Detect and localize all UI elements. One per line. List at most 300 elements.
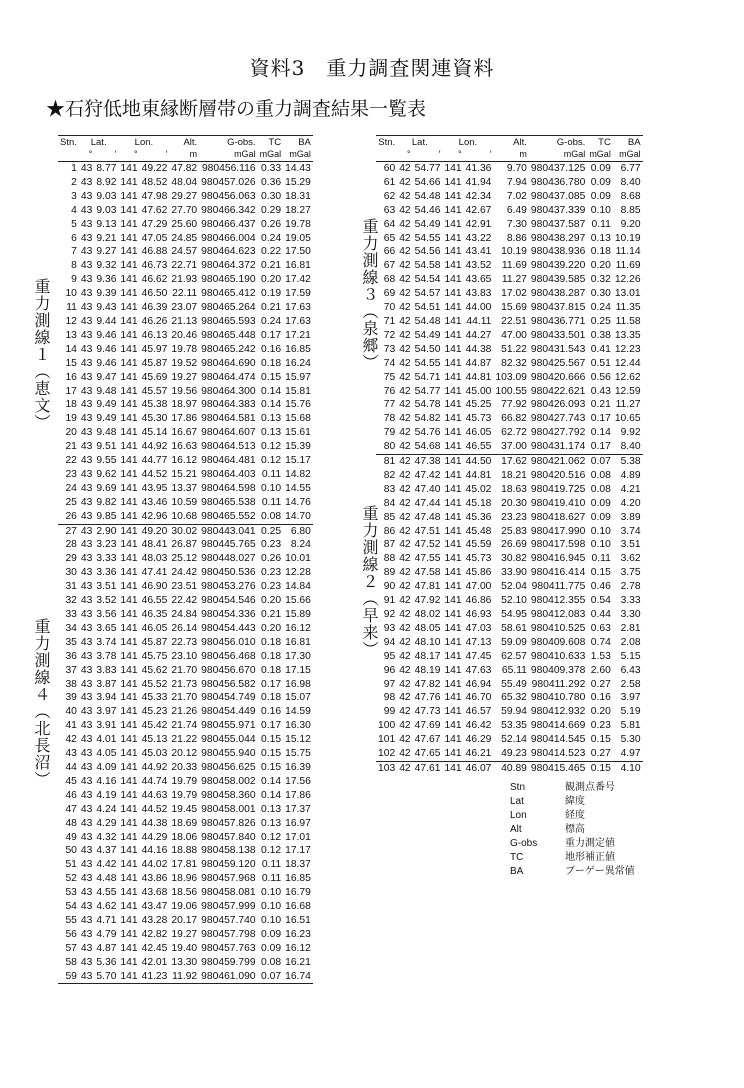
table-cell: 42 xyxy=(65,734,77,746)
table-cell: 18.63 xyxy=(501,483,527,495)
table-cell: 44.11 xyxy=(466,315,492,327)
legend-desc: ブーゲー異常値 xyxy=(565,866,635,877)
table-row xyxy=(376,204,643,218)
table-cell: 54.57 xyxy=(414,288,441,300)
table-cell: 8.40 xyxy=(613,440,643,454)
table-cell: 45.86 xyxy=(465,567,492,579)
table-cell: 92 xyxy=(383,609,396,620)
table-cell: 980410.633 xyxy=(530,650,586,662)
table-cell: 980456.010 xyxy=(201,636,256,648)
table-cell: 3.30 xyxy=(620,609,641,620)
table-row xyxy=(58,719,313,733)
table-cell: 1.53 xyxy=(590,650,611,662)
table-cell: 141 xyxy=(120,539,138,551)
table-cell: 43.95 xyxy=(141,482,168,494)
table-cell: 980411.775 xyxy=(531,581,586,593)
table-cell: 26.87 xyxy=(171,539,198,551)
table-cell: 101 xyxy=(378,734,396,746)
table-cell: 141 xyxy=(444,706,462,718)
table-cell: 2.81 xyxy=(620,622,641,634)
table-cell: 20.30 xyxy=(501,497,527,509)
table-row xyxy=(58,232,313,246)
table-cell: 141 xyxy=(120,734,138,746)
table-cell: 4.16 xyxy=(96,775,117,787)
table-cell: 980437.815 xyxy=(530,302,586,314)
table-cell: 43 xyxy=(79,510,94,524)
table-cell: 47.00 xyxy=(465,581,492,593)
table-cell: 45.59 xyxy=(465,539,492,551)
table-cell: 141 xyxy=(120,817,138,829)
table-cell: 7.30 xyxy=(506,218,527,230)
table-row xyxy=(58,496,313,510)
table-cell: 53 xyxy=(65,887,77,899)
table-cell: 47.00 xyxy=(501,329,527,341)
table-cell: 59 xyxy=(58,970,79,984)
header-gobs: G-obs. xyxy=(529,136,587,149)
table-cell: 141 xyxy=(444,650,462,662)
table-cell: 980448.027 xyxy=(201,553,256,565)
table-row xyxy=(58,858,313,872)
table-row xyxy=(58,775,313,789)
table-cell: 43 xyxy=(80,748,93,760)
table-cell: 43.68 xyxy=(141,887,168,899)
table-cell: 43 xyxy=(80,468,93,480)
section-label-line4: 重力測線４（北長沼） xyxy=(32,618,51,788)
table-cell: 44.63 xyxy=(141,789,168,801)
table-cell: 16.39 xyxy=(285,761,311,773)
table-row xyxy=(58,162,313,176)
table-cell: 980457.798 xyxy=(201,928,256,940)
table-cell: 0.23 xyxy=(590,720,611,732)
unit-lon-min: ′ xyxy=(464,148,494,162)
table-cell: 3.89 xyxy=(620,511,641,523)
table-cell: 141 xyxy=(444,595,462,607)
unit-gobs: mGal xyxy=(199,148,257,162)
table-cell: 9.46 xyxy=(96,357,117,369)
table-cell: 48.03 xyxy=(141,553,168,565)
table-cell: 11.69 xyxy=(615,260,641,272)
table-cell: 4.37 xyxy=(96,845,117,857)
table-cell: 16.81 xyxy=(285,636,311,648)
table-cell: 0.10 xyxy=(261,482,282,494)
table-cell: 19.79 xyxy=(171,775,198,787)
table-cell: 33 xyxy=(65,609,77,620)
header-gobs: G-obs. xyxy=(199,136,257,149)
table-cell: 7 xyxy=(71,246,77,258)
table-cell: 45.52 xyxy=(141,678,168,690)
table-cell: 54.49 xyxy=(414,329,441,341)
table-cell: 9.13 xyxy=(96,218,117,230)
table-cell: 13 xyxy=(65,329,77,341)
table-cell: 980456.116 xyxy=(201,163,256,174)
table-cell: 980411.292 xyxy=(531,678,586,690)
table-row xyxy=(376,162,643,176)
table-cell: 0.07 xyxy=(258,970,284,984)
table-cell: 21.74 xyxy=(171,720,198,732)
table-cell: 8.92 xyxy=(96,176,117,188)
table-cell: 0.43 xyxy=(590,385,611,397)
table-body-right xyxy=(376,162,643,776)
table-cell: 980457.763 xyxy=(201,942,256,954)
table-row xyxy=(376,426,643,440)
table-cell: 9.21 xyxy=(96,232,117,244)
table-cell: 19.52 xyxy=(171,357,198,369)
table-cell: 141 xyxy=(120,581,138,593)
section-label-line1: 重力測線１（恵文） xyxy=(32,278,51,431)
table-cell: 36 xyxy=(65,650,77,662)
table-cell: 16.97 xyxy=(285,817,311,829)
table-cell: 76 xyxy=(383,385,396,397)
table-row xyxy=(58,678,313,692)
legend-desc: 重力測定値 xyxy=(565,838,615,849)
table-cell: 0.24 xyxy=(261,232,282,244)
table-cell: 18.21 xyxy=(501,469,527,481)
table-cell: 48.02 xyxy=(414,609,441,620)
table-cell: 44 xyxy=(65,761,77,773)
table-cell: 0.21 xyxy=(261,609,282,620)
table-cell: 4.55 xyxy=(96,887,117,899)
legend-key: Lat xyxy=(510,796,524,807)
table-cell: 14.59 xyxy=(285,706,311,718)
table-row xyxy=(376,747,643,761)
table-row xyxy=(376,455,643,469)
table-cell: 21.22 xyxy=(171,734,198,746)
table-cell: 22.11 xyxy=(172,288,198,300)
unit-lat-deg: ° xyxy=(79,148,94,162)
table-row xyxy=(58,817,313,831)
header-ba: BA xyxy=(283,136,313,149)
table-cell: 141 xyxy=(444,190,462,202)
table-cell: 42 xyxy=(399,246,411,258)
table-cell: 25.83 xyxy=(501,525,527,537)
table-cell: 9.70 xyxy=(506,163,527,174)
legend-row xyxy=(510,781,635,795)
table-cell: 64 xyxy=(383,218,396,230)
table-cell: 141 xyxy=(120,553,138,565)
table-cell: 77.92 xyxy=(501,399,527,411)
table-cell: 141 xyxy=(120,315,138,327)
table-cell: 0.29 xyxy=(261,204,282,216)
table-cell: 0.18 xyxy=(261,650,282,662)
table-row xyxy=(376,719,643,733)
table-cell: 45.42 xyxy=(141,720,168,732)
legend-desc: 標高 xyxy=(565,824,585,835)
table-cell: 14.84 xyxy=(285,581,311,593)
table-cell: 43 xyxy=(80,246,93,258)
table-row xyxy=(58,357,313,371)
table-row xyxy=(376,691,643,705)
table-cell: 17.81 xyxy=(171,859,198,871)
table-cell: 4.10 xyxy=(620,762,641,774)
table-cell: 44.27 xyxy=(465,329,492,341)
table-cell: 5.15 xyxy=(620,650,641,662)
table-cell: 141 xyxy=(120,441,138,453)
table-cell: 42 xyxy=(399,343,411,355)
table-cell: 10.65 xyxy=(614,413,641,425)
table-cell: 0.18 xyxy=(261,636,282,648)
table-cell: 0.17 xyxy=(261,329,282,341)
table-cell: 141 xyxy=(120,595,138,607)
table-cell: 20.17 xyxy=(171,914,198,926)
table-cell: 17.63 xyxy=(285,315,311,327)
table-cell: 3.97 xyxy=(96,706,117,718)
table-cell: 141 xyxy=(444,357,462,369)
table-cell: 52.10 xyxy=(501,595,527,607)
table-cell: 141 xyxy=(444,246,462,258)
table-cell: 141 xyxy=(120,455,138,467)
table-cell: 0.13 xyxy=(590,232,611,244)
unit-lat-min: ′ xyxy=(94,148,118,162)
table-cell: 29.27 xyxy=(171,190,198,202)
table-cell: 46.50 xyxy=(141,288,168,300)
table-cell: 16.74 xyxy=(283,970,313,984)
table-cell: 47.38 xyxy=(414,456,441,468)
table-cell: 54.56 xyxy=(414,246,441,258)
table-cell: 980418.627 xyxy=(530,511,586,523)
unit-lon-deg: ° xyxy=(118,148,139,162)
table-cell: 17.02 xyxy=(501,288,527,300)
table-cell: 141 xyxy=(120,357,138,369)
table-cell: 43 xyxy=(80,845,93,857)
table-cell: 141 xyxy=(120,845,138,857)
table-cell: 141 xyxy=(120,385,138,397)
table-cell: 43 xyxy=(80,371,93,383)
table-cell: 44.92 xyxy=(141,761,168,773)
table-row xyxy=(376,398,643,412)
table-cell: 9.20 xyxy=(620,218,641,230)
table-cell: 43 xyxy=(80,567,93,579)
table-cell: 9.43 xyxy=(96,302,117,314)
table-cell: 141 xyxy=(444,664,462,676)
table-cell: 47.58 xyxy=(414,567,441,579)
table-cell: 15.21 xyxy=(171,468,198,480)
table-cell: 15.39 xyxy=(285,441,311,453)
table-cell: 47.48 xyxy=(414,511,441,523)
table-cell: 80 xyxy=(376,440,397,454)
table-cell: 0.11 xyxy=(261,496,282,508)
table-cell: 43 xyxy=(80,357,93,369)
table-cell: 141 xyxy=(120,232,138,244)
table-row xyxy=(58,956,313,970)
table-cell: 46.86 xyxy=(465,595,492,607)
table-cell: 980431.174 xyxy=(529,440,587,454)
table-cell: 45 xyxy=(65,775,77,787)
table-cell: 42 xyxy=(399,329,411,341)
table-cell: 45.38 xyxy=(141,399,168,411)
table-cell: 18 xyxy=(65,399,77,411)
table-cell: 46.26 xyxy=(141,315,168,327)
table-cell: 19.45 xyxy=(171,803,198,815)
table-row xyxy=(58,190,313,204)
table-cell: 0.11 xyxy=(261,859,282,871)
table-cell: 980456.625 xyxy=(201,761,256,773)
table-cell: 3.33 xyxy=(620,595,641,607)
table-cell: 9.51 xyxy=(96,441,117,453)
table-cell: 43 xyxy=(80,720,93,732)
table-cell: 9.82 xyxy=(96,496,117,508)
table-row xyxy=(58,914,313,928)
table-cell: 39 xyxy=(65,692,77,704)
header-lon: Lon. xyxy=(442,136,493,149)
table-cell: 43 xyxy=(80,914,93,926)
table-row xyxy=(376,664,643,678)
table-cell: 16.98 xyxy=(285,678,311,690)
table-cell: 21.13 xyxy=(171,315,198,327)
table-row xyxy=(376,190,643,204)
table-cell: 30.02 xyxy=(171,525,198,537)
table-cell: 42 xyxy=(399,706,411,718)
table-cell: 45.87 xyxy=(141,636,168,648)
gravity-table-left xyxy=(58,135,313,984)
table-cell: 42 xyxy=(399,622,411,634)
table-cell: 42 xyxy=(399,664,411,676)
table-cell: 9.39 xyxy=(96,288,117,300)
table-row xyxy=(376,329,643,343)
table-cell: 141 xyxy=(444,218,462,230)
table-cell: 31 xyxy=(65,581,77,593)
table-cell: 980465.538 xyxy=(201,496,256,508)
table-cell: 43 xyxy=(80,413,93,425)
table-cell: 141 xyxy=(120,859,138,871)
table-cell: 42 xyxy=(399,762,411,774)
table-cell: 141 xyxy=(444,734,462,746)
unit-tc: mGal xyxy=(587,148,613,162)
table-cell: 141 xyxy=(442,440,463,454)
table-cell: 43 xyxy=(80,887,93,899)
table-cell: 18.31 xyxy=(285,190,311,202)
table-cell: 980466.342 xyxy=(201,204,256,216)
table-cell: 141 xyxy=(444,232,462,244)
table-cell: 980464.474 xyxy=(201,371,256,383)
table-cell: 15 xyxy=(65,357,77,369)
table-cell: 0.24 xyxy=(590,302,611,314)
table-cell: 0.15 xyxy=(261,748,282,760)
table-cell: 9.46 xyxy=(96,343,117,355)
table-cell: 21.73 xyxy=(171,678,198,690)
table-cell: 12.28 xyxy=(285,567,311,579)
header-lat: Lat. xyxy=(397,136,442,149)
table-row xyxy=(376,622,643,636)
table-cell: 18.56 xyxy=(171,887,198,899)
table-cell: 24.85 xyxy=(171,232,198,244)
table-cell: 0.19 xyxy=(261,288,282,300)
table-cell: 24 xyxy=(65,482,77,494)
table-cell: 47.76 xyxy=(414,692,441,704)
table-cell: 42 xyxy=(399,190,411,202)
table-cell: 93 xyxy=(383,622,396,634)
table-cell: 15.29 xyxy=(285,176,311,188)
table-cell: 16.85 xyxy=(285,343,311,355)
table-cell: 141 xyxy=(120,761,138,773)
table-cell: 980466.437 xyxy=(201,218,256,230)
table-cell: 13.37 xyxy=(171,482,198,494)
table-cell: 19.40 xyxy=(171,942,198,954)
table-cell: 44.50 xyxy=(465,456,492,468)
table-row xyxy=(376,525,643,539)
table-row xyxy=(376,608,643,622)
table-cell: 980464.607 xyxy=(201,427,256,439)
table-cell: 46.35 xyxy=(141,609,168,620)
table-cell: 65.11 xyxy=(501,664,527,676)
table-cell: 3.74 xyxy=(620,525,641,537)
table-cell: 43.22 xyxy=(465,232,492,244)
table-cell: 980445.765 xyxy=(201,539,256,551)
table-cell: 4.79 xyxy=(96,928,117,940)
table-cell: 0.14 xyxy=(261,789,282,801)
table-cell: 42 xyxy=(399,511,411,523)
table-cell: 8.40 xyxy=(620,176,641,188)
table-row xyxy=(376,371,643,385)
table-cell: 9.48 xyxy=(96,385,117,397)
legend-desc: 経度 xyxy=(565,810,585,821)
table-cell: 45.73 xyxy=(465,553,492,565)
table-cell: 141 xyxy=(444,762,462,774)
table-cell: 42.34 xyxy=(465,190,492,202)
table-cell: 17.63 xyxy=(285,302,311,314)
table-cell: 980422.621 xyxy=(530,385,586,397)
table-cell: 53.35 xyxy=(501,720,527,732)
table-cell: 99 xyxy=(383,706,396,718)
table-cell: 54.66 xyxy=(414,176,441,188)
table-cell: 980419.725 xyxy=(530,483,586,495)
table-cell: 43 xyxy=(80,775,93,787)
table-cell: 66 xyxy=(383,246,396,258)
table-cell: 43.83 xyxy=(465,288,492,300)
table-cell: 47.73 xyxy=(414,706,441,718)
legend-row xyxy=(510,865,635,879)
table-cell: 54.51 xyxy=(414,302,441,314)
table-cell: 15.75 xyxy=(285,748,311,760)
table-cell: 6 xyxy=(71,232,77,244)
table-cell: 43 xyxy=(80,928,93,940)
table-cell: 45.97 xyxy=(141,343,168,355)
table-cell: 18.96 xyxy=(171,873,198,885)
table-cell: 87 xyxy=(383,539,396,551)
table-cell: 81 xyxy=(383,456,396,468)
table-cell: 4.32 xyxy=(96,831,117,843)
table-cell: 0.11 xyxy=(591,218,611,230)
table-cell: 980453.276 xyxy=(201,581,256,593)
table-cell: 980457.026 xyxy=(201,176,256,188)
table-cell: 54.48 xyxy=(414,190,441,202)
table-cell: 17.21 xyxy=(285,329,311,341)
table-cell: 17.59 xyxy=(285,288,311,300)
table-cell: 24.84 xyxy=(171,609,198,620)
table-cell: 23.23 xyxy=(501,511,527,523)
table-cell: 77 xyxy=(383,399,396,411)
table-cell: 18.69 xyxy=(171,817,198,829)
table-cell: 47.82 xyxy=(171,163,198,174)
table-cell: 42.82 xyxy=(141,928,168,940)
table-cell: 0.18 xyxy=(261,664,282,676)
legend-key: G-obs xyxy=(510,838,538,849)
table-cell: 22.73 xyxy=(171,636,198,648)
table-cell: 19.79 xyxy=(171,789,198,801)
table-cell: 43 xyxy=(80,274,93,286)
table-cell: 141 xyxy=(120,748,138,760)
table-cell: 980455.044 xyxy=(201,734,256,746)
table-cell: 43 xyxy=(80,859,93,871)
table-cell: 103 xyxy=(378,762,396,774)
table-cell: 16.51 xyxy=(285,914,311,926)
table-cell: 0.10 xyxy=(590,539,611,551)
table-cell: 46.93 xyxy=(465,609,492,620)
table-cell: 46.70 xyxy=(465,692,492,704)
table-cell: 980421.062 xyxy=(530,456,586,468)
table-cell: 980420.516 xyxy=(530,469,586,481)
table-cell: 37 xyxy=(65,664,77,676)
table-cell: 2.60 xyxy=(590,664,611,676)
